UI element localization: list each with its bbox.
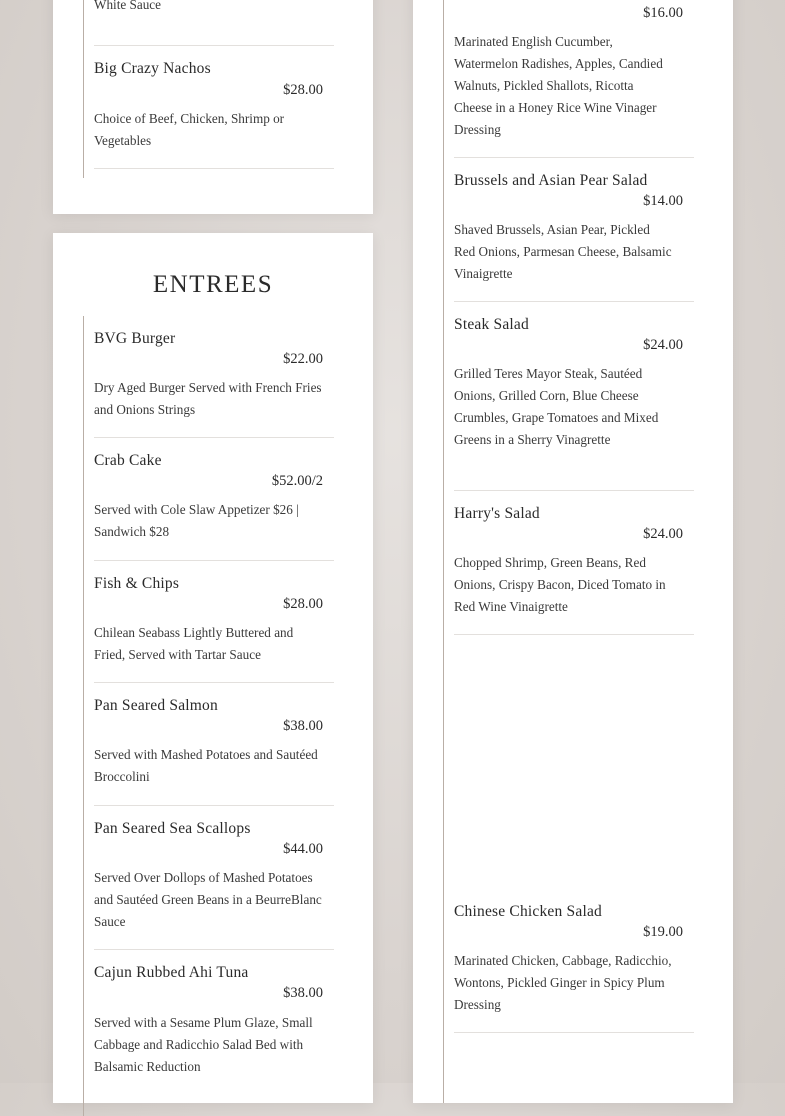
salads-card xyxy=(413,0,733,1103)
menu-item xyxy=(94,316,334,438)
item-name: Brussels and Asian Pear Salad xyxy=(454,172,648,189)
item-price: $16.00 xyxy=(643,5,683,21)
appetizers-rail xyxy=(83,0,84,178)
menu-item xyxy=(454,491,694,635)
salads-rail xyxy=(443,0,444,1103)
item-name: Chinese Chicken Salad xyxy=(454,903,602,920)
item-name: Pan Seared Salmon xyxy=(94,697,218,714)
menu-item xyxy=(94,806,334,950)
item-description: Grilled Teres Mayor Steak, Sautéed Onions, Grilled Corn, Blue Cheese Crumbles, Grape Tomatoes and Mixed Greens in a Sherry Vinagrette xyxy=(454,366,659,447)
item-description: Shaved Brussels, Asian Pear, Pickled Red Onions, Parmesan Cheese, Balsamic Vinaigrette xyxy=(454,222,672,281)
item-description: Choice of Beef, Chicken, Shrimp or Vegetables xyxy=(94,111,285,148)
item-name: Fish & Chips xyxy=(94,575,180,592)
item-name: BVG Burger xyxy=(94,330,176,347)
item-price: $14.00 xyxy=(643,193,683,209)
item-description: Chilean Seabass Lightly Buttered and Fried, Served with Tartar Sauce xyxy=(94,625,294,662)
item-name: Cajun Rubbed Ahi Tuna xyxy=(94,964,249,981)
item-name: Big Crazy Nachos xyxy=(94,60,211,77)
item-description: Marinated Chicken, Cabbage, Radicchio, Wontons, Pickled Ginger in Spicy Plum Dressing xyxy=(454,953,672,1012)
item-description: Served Over Dollops of Mashed Potatoes and Sautéed Green Beans in a BeurreBlanc Sauce xyxy=(94,870,322,929)
item-price: $52.00/2 xyxy=(271,473,323,489)
menu-item xyxy=(454,302,694,491)
item-name: Steak Salad xyxy=(454,316,529,333)
menu-item xyxy=(454,889,694,1033)
item-price: $38.00 xyxy=(283,718,323,734)
item-name: Crab Cake xyxy=(94,452,162,469)
menu-item xyxy=(454,0,694,158)
item-price: $28.00 xyxy=(283,82,323,98)
menu-item xyxy=(94,561,334,683)
menu-item xyxy=(94,683,334,806)
item-price: $44.00 xyxy=(283,841,323,857)
menu-item xyxy=(94,46,334,169)
item-price: $19.00 xyxy=(643,924,683,940)
menu-item xyxy=(94,950,334,1100)
item-description: Served with Cole Slaw Appetizer $26 | Sandwich $28 xyxy=(94,502,299,539)
item-price: $24.00 xyxy=(643,526,683,542)
appetizers-card xyxy=(53,0,373,214)
menu-item xyxy=(94,438,334,561)
item-description: Served with Mashed Potatoes and Sautéed Broccolini xyxy=(94,747,318,784)
menu-item xyxy=(454,158,694,302)
item-price: $28.00 xyxy=(283,596,323,612)
item-description: Chopped Shrimp, Green Beans, Red Onions, Crispy Bacon, Diced Tomato in Red Wine Vinaigrette xyxy=(454,555,666,614)
item-name: Harry's Salad xyxy=(454,505,540,522)
section-title: ENTREES xyxy=(152,271,274,298)
item-price: $22.00 xyxy=(283,351,323,367)
entrees-card xyxy=(53,233,373,1103)
item-description: Dry Aged Burger Served with French Fries and Onions Strings xyxy=(94,380,322,417)
entrees-rail xyxy=(83,316,84,1116)
item-description: Marinated English Cucumber, Watermelon Radishes, Apples, Candied Walnuts, Pickled Shallots, Ricotta Cheese in a Honey Rice Wine Vinager Dressing xyxy=(454,34,663,137)
item-price: $38.00 xyxy=(283,985,323,1001)
item-description: White Sauce xyxy=(94,0,162,12)
item-price: $24.00 xyxy=(643,337,683,353)
item-name: Pan Seared Sea Scallops xyxy=(94,820,251,837)
menu-item xyxy=(94,0,334,46)
item-description: Served with a Sesame Plum Glaze, Small Cabbage and Radicchio Salad Bed with Balsamic Reduction xyxy=(94,1015,313,1074)
